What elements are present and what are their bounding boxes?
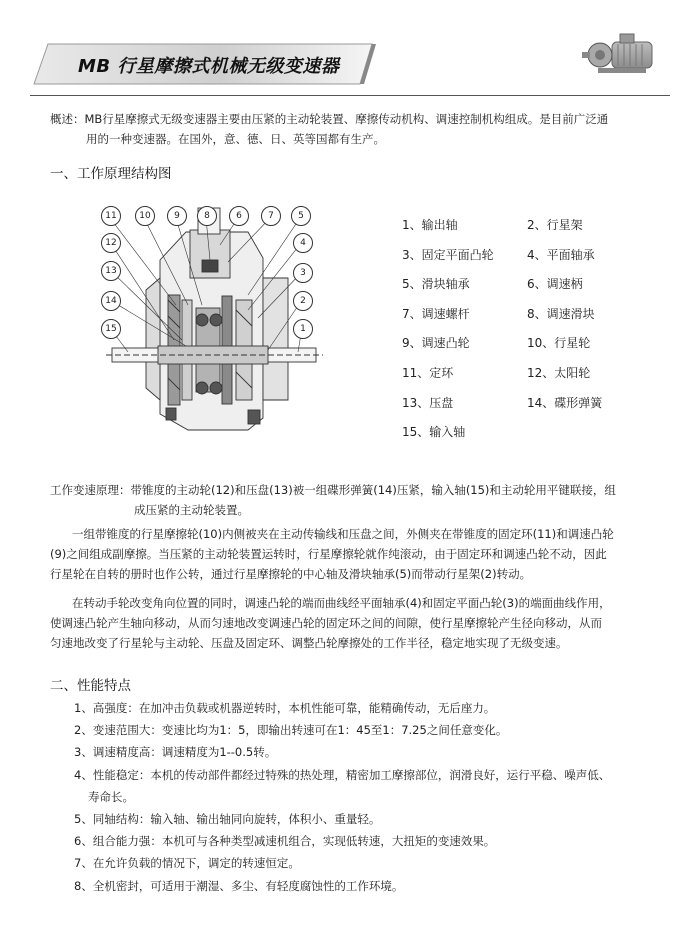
page-title: MB 行星摩擦式机械无级变速器: [78, 56, 340, 77]
motor-thumbnail: [582, 34, 652, 73]
callout-8: 8: [197, 206, 217, 226]
legend-row: [402, 364, 662, 394]
legend-row: [402, 246, 662, 276]
feature-item: 2、变速范围大：变速比均为1：5，即输出转速可在1：45至1：7.25之间任意变化。: [74, 723, 508, 738]
legend-item: 8、调速滑块: [527, 306, 595, 321]
feature-item: 6、组合能力强：本机可与各种类型减速机组合，实现低转速，大扭矩的变速效果。: [74, 834, 496, 849]
callout-3: 3: [293, 263, 313, 283]
callout-6: 6: [229, 206, 249, 226]
callout-2: 2: [293, 291, 313, 311]
callout-7: 7: [261, 206, 281, 226]
callout-9: 9: [167, 206, 187, 226]
legend-item: 5、滑块轴承: [402, 277, 470, 292]
header-banner: [0, 22, 700, 97]
features-list: [74, 697, 674, 897]
principle-paragraph-1: [50, 480, 670, 520]
principle-line: 成压紧的主动轮装置。: [134, 503, 249, 517]
principle-line: (9)之间组成副摩擦。当压紧的主动轮装置运转时，行星摩擦轮就作纯滚动，由于固定环和调速凸轮不动，因此: [50, 547, 607, 561]
legend-row: [402, 334, 662, 364]
legend-row: [402, 423, 662, 453]
feature-item: 1、高强度：在加冲击负载或机器逆转时，本机性能可靠，能精确传动，无后座力。: [74, 701, 496, 715]
structure-diagram: [98, 200, 328, 460]
intro-line: 用的一种变速器。在国外，意、德、日、英等国都有生产。: [86, 132, 385, 146]
callout-1: 1: [293, 319, 313, 339]
legend-item: 4、平面轴承: [527, 247, 595, 262]
principle-paragraph-3: [50, 593, 670, 653]
callout-14: 14: [101, 291, 121, 311]
legend-row: [402, 216, 662, 246]
legend-item: 3、固定平面凸轮: [402, 247, 494, 262]
feature-item: 7、在允许负载的情况下，调定的转速恒定。: [74, 856, 300, 871]
legend-item: 12、太阳轮: [527, 365, 591, 380]
feature-item: 5、同轴结构：输入轴、输出轴同向旋转，体积小、重量轻。: [74, 812, 381, 827]
principle-line: 使调速凸轮产生轴向移动，从而匀速地改变调速凸轮的固定环之间的间隙，使行星摩擦轮产生径向移动，从而: [50, 616, 602, 630]
principle-line: 一组带锥度的行星摩擦轮(10)内侧被夹在主动传输线和压盘之间，外侧夹在带锥度的固定环(11)和调速凸轮: [72, 527, 614, 541]
intro-paragraph: [50, 109, 670, 149]
feature-item: 4、性能稳定：本机的传动部件都经过特殊的热处理，精密加工摩擦部位，润滑良好，运行平稳、噪声低、: [74, 767, 611, 782]
callout-4: 4: [293, 233, 313, 253]
legend-row: [402, 305, 662, 335]
principle-paragraph-2: [50, 524, 670, 584]
callout-11: 11: [101, 206, 121, 226]
callout-15: 15: [101, 319, 121, 339]
intro-line: 概述：MB行星摩擦式无级变速器主要由压紧的主动轮装置、摩擦传动机构、调速控制机构组成。是目前广泛通: [50, 112, 609, 126]
principle-line: 在转动手轮改变角向位置的同时，调速凸轮的端而曲线经平面轴承(4)和固定平面凸轮(3)的端面曲线作用，: [72, 596, 611, 610]
section-heading: 二、性能特点: [50, 678, 131, 694]
principle-line: 行星轮在自转的册时也作公转，通过行星摩擦轮的中心轴及滑块轴承(5)而带动行星架(2)转动。: [50, 567, 532, 581]
principle-line: 工作变速原理：带锥度的主动轮(12)和压盘(13)被一组碟形弹簧(14)压紧，输入轴(15)和主动轮用平键联接，组: [50, 483, 616, 497]
header-divider: [30, 95, 670, 96]
legend-item: 6、调速柄: [527, 277, 583, 292]
legend-item: 1、输出轴: [402, 218, 458, 232]
legend-item: 7、调速螺杆: [402, 306, 470, 321]
legend-item: 10、行星轮: [527, 336, 591, 351]
callout-5: 5: [291, 206, 311, 226]
feature-item-continued: 寿命长。: [88, 789, 134, 804]
legend-item: 14、碟形弹簧: [527, 395, 603, 410]
legend-item: 15、输入轴: [402, 425, 466, 440]
parts-legend: [402, 216, 662, 453]
legend-item: 13、压盘: [402, 395, 454, 410]
callout-12: 12: [101, 233, 121, 253]
legend-row: [402, 275, 662, 305]
callout-10: 10: [135, 206, 155, 226]
legend-row: [402, 394, 662, 424]
principle-line: 匀速地改变了行星轮与主动轮、压盘及固定环、调整凸轮摩擦处的工作半径，稳定地实现了无级变速。: [50, 636, 568, 650]
callout-13: 13: [101, 261, 121, 281]
feature-item: 8、全机密封，可适用于潮湿、多尘、有轻度腐蚀性的工作环境。: [74, 878, 404, 893]
feature-item: 3、调速精度高：调速精度为1--0.5转。: [74, 745, 277, 760]
legend-item: 2、行星架: [527, 218, 583, 232]
legend-item: 9、调速凸轮: [402, 336, 470, 351]
section-heading: 一、工作原理结构图: [50, 166, 172, 182]
legend-item: 11、定环: [402, 365, 454, 380]
